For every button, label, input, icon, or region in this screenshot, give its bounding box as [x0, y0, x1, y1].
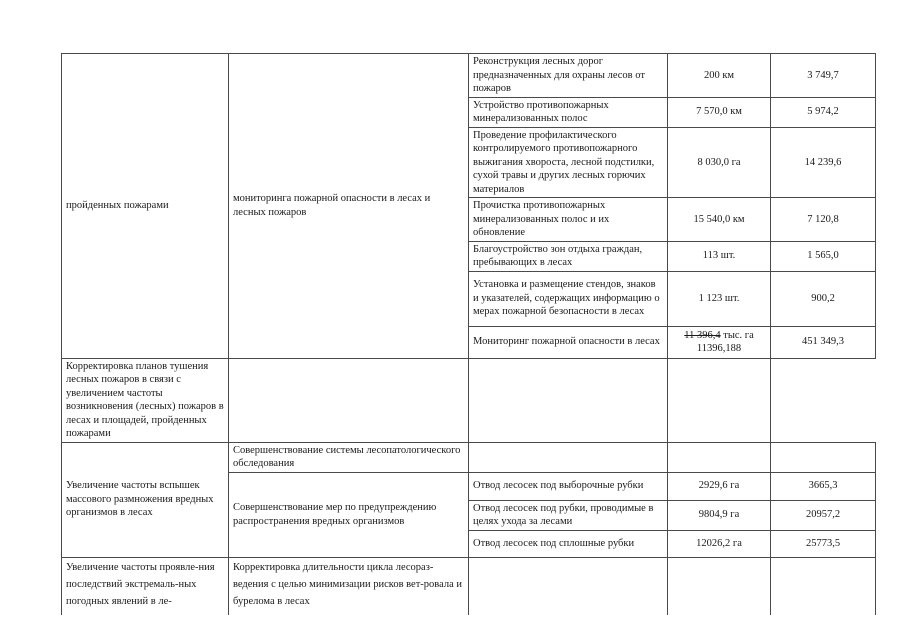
empty-cell: [771, 557, 876, 615]
threat-cell: Увеличение частоты проявле-ния последствий экстремаль-ных погодных явлений в ле-: [62, 557, 229, 615]
activity-cost: 25773,5: [771, 530, 876, 557]
threat-cell: пройденных пожарами: [62, 54, 229, 359]
empty-cell: [668, 442, 771, 472]
activity-name: Установка и размещение стендов, знаков и указателей, содержащих информацию о мерах пожарной безопасности в лесах: [469, 271, 668, 326]
activity-cost: 20957,2: [771, 500, 876, 530]
empty-cell: [771, 442, 876, 472]
activity-name: Отвод лесосек под сплошные рубки: [469, 530, 668, 557]
activity-volume: 200 км: [668, 54, 771, 98]
activity-cost: 3 749,7: [771, 54, 876, 98]
table-row: [62, 358, 876, 442]
empty-cell: [469, 358, 668, 442]
empty-cell: [229, 358, 469, 442]
forest-measures-table: [61, 53, 876, 615]
activity-cost: 3665,3: [771, 472, 876, 500]
measure-cell: Корректировка длительности цикла лесораз-ведения с целью минимизации рисков вет-ровала и бурелома в лесах: [229, 557, 469, 615]
table-row: [62, 54, 876, 98]
activity-volume: 12026,2 га: [668, 530, 771, 557]
activity-name: Проведение профилактического контролируемого противопожарного выжигания хвороста, лесной подстилки, сухой травы и других лесных горючих материалов: [469, 127, 668, 198]
activity-cost: 5 974,2: [771, 97, 876, 127]
activity-volume: 1 123 шт.: [668, 271, 771, 326]
activity-name: Отвод лесосек под выборочные рубки: [469, 472, 668, 500]
activity-volume: 2929,6 га: [668, 472, 771, 500]
activity-cost: 14 239,6: [771, 127, 876, 198]
activity-volume: 15 540,0 км: [668, 198, 771, 242]
volume-struck: 11 396,4: [684, 329, 721, 341]
empty-cell: [668, 557, 771, 615]
empty-cell: [469, 557, 668, 615]
activity-name: Мониторинг пожарной опасности в лесах: [469, 326, 668, 358]
volume-corrected: 11396,188: [696, 343, 742, 354]
measure-cell: Совершенствование системы лесопатологического обследования: [229, 442, 469, 472]
activity-volume: 113 шт.: [668, 241, 771, 271]
activity-name: Устройство противопожарных минерализованных полос: [469, 97, 668, 127]
table-row: [62, 557, 876, 615]
measure-cell: Совершенствование мер по предупреждению распространения вредных организмов: [229, 472, 469, 557]
activity-name: Реконструкция лесных дорог предназначенных для охраны лесов от пожаров: [469, 54, 668, 98]
activity-volume: [668, 326, 771, 358]
activity-cost: 900,2: [771, 271, 876, 326]
activity-cost: 7 120,8: [771, 198, 876, 242]
activity-cost: 1 565,0: [771, 241, 876, 271]
activity-name: Благоустройство зон отдыха граждан, пребывающих в лесах: [469, 241, 668, 271]
empty-cell: [469, 442, 668, 472]
empty-cell: [668, 358, 771, 442]
measure-cell: мониторинга пожарной опасности в лесах и лесных пожаров: [229, 54, 469, 359]
activity-name: Отвод лесосек под рубки, проводимые в целях ухода за лесами: [469, 500, 668, 530]
table-row: [62, 442, 876, 472]
activity-volume: 7 570,0 км: [668, 97, 771, 127]
activity-volume: 9804,9 га: [668, 500, 771, 530]
volume-unit: тыс. га: [720, 329, 754, 341]
activity-volume: 8 030,0 га: [668, 127, 771, 198]
activity-name: Прочистка противопожарных минерализованных полос и их обновление: [469, 198, 668, 242]
threat-cell: Увеличение частоты вспышек массового размножения вредных организмов в лесах: [62, 442, 229, 557]
measure-cell: Корректировка планов тушения лесных пожаров в связи с увеличением частоты возникновения (лесных) пожаров в лесах и площадей, пройденных пожарами: [62, 358, 229, 442]
activity-cost: 451 349,3: [771, 326, 876, 358]
